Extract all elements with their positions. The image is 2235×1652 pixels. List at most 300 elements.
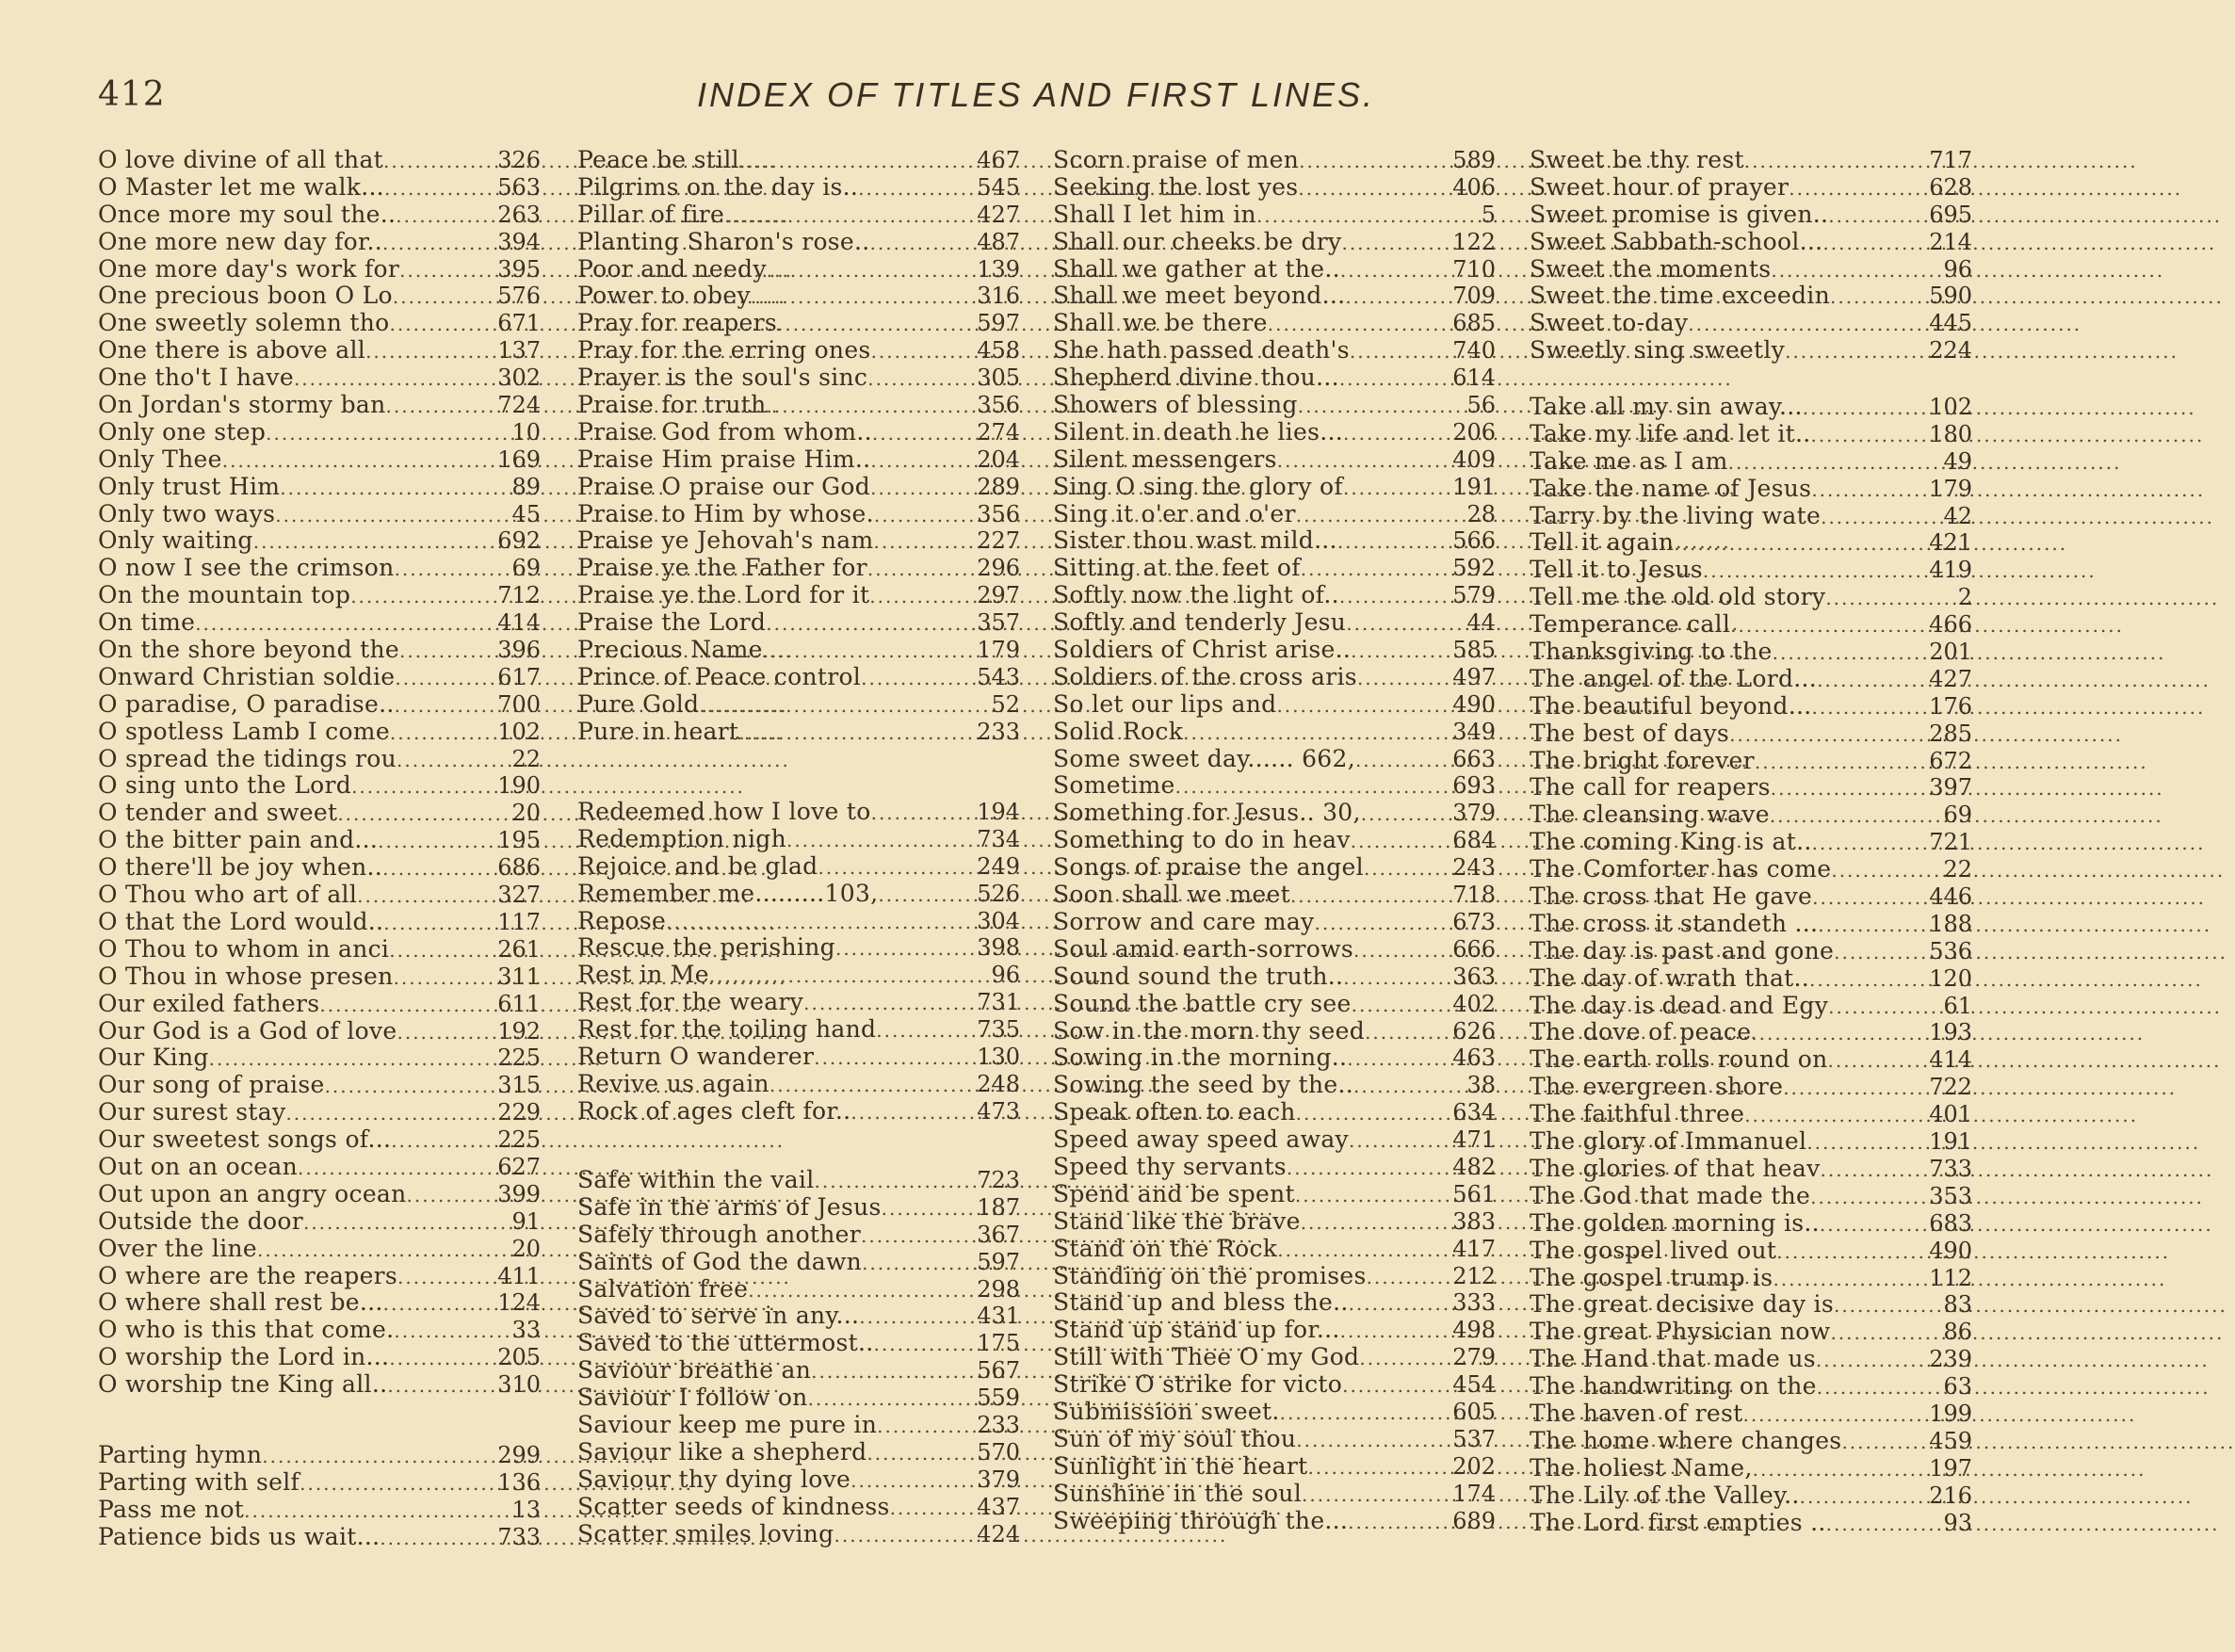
hymn-number: 717 — [1929, 147, 1972, 173]
index-entry — [1530, 1074, 1972, 1101]
index-entry — [1530, 639, 1972, 666]
index-entry — [98, 609, 541, 637]
entry-title: Stand up stand up for... — [1053, 1316, 1340, 1344]
entry-title: Praise ye the Lord for it — [577, 581, 870, 609]
hymn-number: 466 — [1929, 611, 1972, 639]
dot-leader — [1742, 1401, 1918, 1429]
hymn-number: 579 — [1452, 582, 1496, 609]
hymn-number: 590 — [1929, 283, 1972, 310]
dot-leader — [395, 692, 486, 720]
hymn-number: 498 — [1452, 1317, 1496, 1344]
dot-leader — [1349, 1127, 1441, 1155]
entry-title: Tarry by the living wate — [1530, 501, 1822, 529]
dot-leader — [253, 528, 486, 556]
entry-title: One sweetly solemn tho — [98, 309, 390, 337]
hymn-number: 473 — [977, 1097, 1020, 1125]
entry-title: Softly now the light of.. — [1053, 581, 1339, 609]
hymn-number: 383 — [1452, 1207, 1496, 1235]
dot-leader — [395, 665, 486, 692]
hymn-number: 179 — [1929, 475, 1972, 502]
hymn-number: 188 — [1929, 910, 1972, 937]
dot-leader — [357, 883, 486, 910]
dot-leader — [298, 1155, 486, 1182]
hymn-number: 482 — [1452, 1153, 1496, 1180]
entry-title: Take all my sin away... — [1530, 393, 1803, 420]
entry-title: Stand up and bless the.. — [1053, 1288, 1349, 1317]
entry-title: Tell it to Jesus — [1530, 556, 1703, 584]
hymn-number: 357 — [977, 609, 1020, 637]
index-entry — [1530, 448, 1972, 476]
index-entry — [98, 1317, 541, 1344]
index-entry — [1530, 1482, 1972, 1510]
entry-title: Take the name of Jesus — [1530, 474, 1812, 502]
index-entry — [577, 1521, 1020, 1548]
index-entry — [1530, 993, 1972, 1020]
index-section — [1530, 147, 1972, 364]
hymn-number: 20 — [511, 800, 541, 827]
index-section — [577, 799, 1020, 1126]
hymn-number: 61 — [1943, 992, 1972, 1019]
hymn-number: 567 — [977, 1357, 1020, 1385]
index-entry — [577, 283, 1020, 310]
dot-leader — [395, 556, 486, 583]
hymn-number: 734 — [977, 825, 1020, 852]
entry-title: O sing unto the Lord — [98, 771, 352, 800]
entry-title: Still with Thee O my God — [1053, 1343, 1360, 1371]
hymn-number: 379 — [977, 1466, 1020, 1493]
entry-title: Sing O sing the glory of — [1053, 472, 1343, 500]
hymn-number: 299 — [497, 1442, 541, 1468]
hymn-number: 566 — [1452, 527, 1496, 555]
hymn-number: 311 — [497, 963, 541, 990]
entry-title: Only two ways — [98, 499, 276, 527]
index-entry — [98, 474, 541, 501]
dot-leader — [1343, 964, 1441, 992]
index-entry — [1053, 1263, 1496, 1290]
entry-title: Sweet promise is given.. — [1530, 200, 1829, 228]
index-entry — [1053, 1181, 1496, 1208]
index-entry — [1053, 419, 1496, 446]
entry-title: One precious boon O Lo — [98, 282, 393, 310]
index-entry — [1530, 529, 1972, 557]
index-entry — [1530, 1265, 1972, 1292]
dot-leader — [1810, 1184, 1918, 1211]
dot-leader — [1810, 422, 1918, 449]
index-entry — [98, 746, 541, 773]
index-entry — [1530, 721, 1972, 748]
entry-title: Redemption nigh — [577, 824, 786, 852]
entry-title: Saved to the uttermost.. — [577, 1329, 874, 1357]
entry-title: Pass me not — [98, 1495, 245, 1523]
dot-leader — [766, 610, 965, 638]
index-entry — [1530, 911, 1972, 938]
entry-title: Sweet the moments — [1530, 254, 1772, 283]
hymn-number: 176 — [1929, 692, 1972, 720]
index-entry — [98, 1344, 541, 1371]
dot-leader — [1340, 1318, 1441, 1345]
entry-title: Pray for the erring ones — [577, 336, 871, 364]
entry-title: The haven of rest — [1530, 1399, 1743, 1427]
entry-title: O the bitter pain and... — [98, 826, 379, 854]
hymn-number: 102 — [497, 718, 541, 745]
entry-title: The cleansing wave — [1530, 801, 1770, 829]
dot-leader — [1812, 830, 1918, 857]
index-entry — [1053, 1154, 1496, 1181]
dot-leader — [396, 202, 486, 230]
index-entry — [1053, 691, 1496, 719]
entry-title: Temperance call — [1530, 610, 1731, 639]
entry-title: Rest for the toiling hand — [577, 1015, 877, 1044]
index-entry — [1530, 1373, 1972, 1401]
entry-title: Sunshine in the soul — [1053, 1479, 1303, 1507]
dot-leader — [815, 1168, 965, 1195]
dot-leader — [874, 1331, 966, 1358]
dot-leader — [867, 556, 965, 583]
entry-title: Sorrow and care may — [1053, 907, 1315, 935]
hymn-number: 617 — [497, 663, 541, 690]
entry-title: O Thou who art of all — [98, 881, 358, 909]
entry-title: Over the line — [98, 1234, 257, 1262]
index-entry — [1530, 1238, 1972, 1265]
index-entry — [1053, 1317, 1496, 1344]
entry-title: O who is this that come. — [98, 1316, 395, 1344]
index-entry — [98, 664, 541, 691]
dot-leader — [1183, 720, 1441, 747]
index-entry — [1530, 394, 1972, 421]
index-entry — [1053, 147, 1496, 174]
dot-leader — [1365, 1019, 1441, 1046]
entry-title: Scatter seeds of kindness — [577, 1492, 890, 1520]
hymn-number: 225 — [497, 1126, 541, 1154]
entry-title: Take my life and let it.. — [1530, 419, 1811, 447]
dot-leader — [257, 1237, 486, 1264]
dot-leader — [1352, 992, 1441, 1019]
hymn-number: 396 — [497, 637, 541, 664]
entry-title: Our surest stay — [98, 1098, 286, 1126]
entry-title: Sweet hour of prayer — [1530, 172, 1790, 201]
hymn-number: 537 — [1452, 1425, 1496, 1452]
dot-leader — [1730, 612, 1918, 640]
hymn-number: 263 — [497, 201, 541, 228]
index-entry — [98, 827, 541, 854]
index-entry — [1053, 664, 1496, 691]
index-entry — [577, 1276, 1020, 1304]
index-entry — [577, 1357, 1020, 1385]
index-entry — [1053, 283, 1496, 310]
index-entry — [98, 1469, 541, 1497]
index-entry — [577, 147, 1020, 174]
entry-title: Precious Name — [577, 636, 763, 664]
index-entry — [577, 1385, 1020, 1412]
dot-leader — [1340, 257, 1441, 284]
index-entry — [1053, 800, 1496, 827]
entry-title: Seeking the lost yes — [1053, 172, 1299, 201]
entry-title: The dove of peace — [1530, 1018, 1752, 1046]
hymn-number: 597 — [977, 1248, 1020, 1275]
dot-leader — [275, 502, 486, 529]
dot-leader — [1806, 1129, 1918, 1157]
hymn-number: 592 — [1452, 555, 1496, 582]
hymn-number: 5 — [1481, 201, 1496, 228]
index-entry — [98, 1208, 541, 1236]
entry-title: So let our lips and — [1053, 689, 1277, 718]
index-entry — [577, 202, 1020, 229]
dot-leader — [870, 230, 965, 257]
entry-title: The gospel lived out — [1530, 1236, 1777, 1264]
index-entry — [577, 1071, 1020, 1098]
entry-title: Showers of blessing — [1053, 391, 1298, 419]
entry-title: The faithful three — [1530, 1100, 1745, 1128]
index-entry — [1530, 584, 1972, 611]
entry-title: Prayer is the soul's sinc — [577, 364, 868, 392]
dot-leader — [1783, 1075, 1918, 1102]
index-entry — [1053, 882, 1496, 909]
entry-title: The day is past and gone — [1530, 936, 1835, 964]
entry-title: Sometime — [1053, 771, 1175, 800]
entry-title: Praise to Him by whose. — [577, 499, 874, 527]
index-entry — [1530, 883, 1972, 911]
dot-leader — [870, 475, 965, 502]
dot-leader — [666, 909, 965, 936]
hymn-number: 570 — [977, 1438, 1020, 1466]
entry-title: Saviour thy dying love — [577, 1465, 851, 1493]
dot-leader — [1703, 558, 1918, 585]
dot-leader — [1361, 801, 1441, 828]
index-entry — [1053, 474, 1496, 501]
hymn-number: 487 — [977, 228, 1020, 255]
index-entry — [1530, 802, 1972, 829]
entry-title: The cross that He gave — [1530, 883, 1813, 911]
entry-title: Solid Rock — [1053, 717, 1184, 745]
index-entry — [1530, 1346, 1972, 1373]
index-entry — [1530, 557, 1972, 584]
index-entry — [1053, 964, 1496, 991]
dot-leader — [818, 854, 965, 882]
dot-leader — [1751, 1020, 1918, 1047]
entry-title: One there is above all — [98, 336, 366, 364]
entry-title: Speak often to each — [1053, 1098, 1296, 1126]
index-entry — [1053, 746, 1496, 773]
entry-title: Our King — [98, 1044, 209, 1072]
dot-leader — [1299, 148, 1441, 175]
hymn-number: 398 — [977, 934, 1020, 962]
entry-title: Songs of praise the angel — [1053, 853, 1364, 882]
hymn-number: 28 — [1466, 500, 1496, 527]
dot-leader — [748, 1277, 965, 1304]
index-entry — [577, 609, 1020, 637]
entry-title: Praise Him praise Him.. — [577, 445, 871, 473]
entry-title: Poor and needy — [577, 254, 767, 283]
entry-title: Rest in Me — [577, 961, 709, 989]
dot-leader — [397, 1019, 486, 1046]
index-entry — [98, 582, 541, 609]
entry-title: The evergreen shore — [1530, 1073, 1784, 1101]
dot-leader — [1755, 749, 1918, 776]
hymn-number: 445 — [1929, 310, 1972, 337]
hymn-number: 454 — [1452, 1371, 1496, 1399]
hymn-number: 414 — [497, 609, 541, 637]
hymn-number: 63 — [1943, 1373, 1972, 1401]
dot-leader — [391, 1127, 486, 1155]
index-entry — [577, 826, 1020, 853]
hymn-number: 136 — [497, 1468, 541, 1496]
index-entry — [98, 1154, 541, 1181]
hymn-number: 543 — [977, 663, 1020, 690]
dot-leader — [1728, 449, 1918, 477]
index-entry — [1053, 527, 1496, 555]
dot-leader — [1298, 393, 1441, 420]
index-entry — [1530, 503, 1972, 530]
dot-leader — [1175, 773, 1441, 801]
dot-leader — [195, 610, 486, 638]
index-entry — [98, 1236, 541, 1263]
hymn-number: 239 — [1929, 1346, 1972, 1373]
entry-title: O where shall rest be... — [98, 1288, 383, 1317]
index-entry — [577, 474, 1020, 501]
entry-title: Saints of God the dawn — [577, 1247, 863, 1275]
index-entry — [98, 1099, 541, 1126]
dot-leader — [399, 257, 486, 284]
index-entry — [577, 1494, 1020, 1521]
hymn-number: 315 — [497, 1072, 541, 1099]
hymn-number: 379 — [1452, 800, 1496, 827]
index-entry — [1053, 719, 1496, 746]
hymn-number: 672 — [1929, 747, 1972, 774]
index-entry — [577, 1167, 1020, 1194]
dot-leader — [397, 747, 486, 774]
dot-leader — [1811, 477, 1918, 504]
hymn-number: 289 — [977, 473, 1020, 500]
dot-leader — [266, 420, 486, 447]
entry-title: Speed thy servants — [1053, 1152, 1287, 1180]
dot-leader — [222, 447, 486, 475]
index-entry — [1053, 854, 1496, 882]
dot-leader — [1820, 1211, 1918, 1239]
index-entry — [577, 853, 1020, 881]
index-entry — [1053, 1126, 1496, 1154]
dot-leader — [1337, 528, 1441, 556]
entry-title: The best of days — [1530, 719, 1730, 747]
hymn-number: 411 — [497, 1262, 541, 1289]
hymn-number: 216 — [1929, 1482, 1972, 1509]
dot-leader — [1821, 1157, 1918, 1184]
dot-leader — [1753, 1456, 1918, 1483]
index-entry — [98, 909, 541, 936]
hymn-number: 545 — [977, 173, 1020, 201]
hymn-number: 175 — [977, 1330, 1020, 1357]
dot-leader — [882, 1195, 965, 1223]
hymn-number: 112 — [1929, 1264, 1972, 1291]
entry-title: Sing it o'er and o'er — [1053, 499, 1296, 527]
hymn-number: 298 — [977, 1275, 1020, 1303]
dot-leader — [861, 665, 965, 692]
index-entry — [98, 1181, 541, 1208]
index-section — [98, 1442, 541, 1551]
dot-leader — [209, 1045, 486, 1073]
hymn-number: 605 — [1452, 1398, 1496, 1425]
hymn-number: 576 — [497, 283, 541, 310]
index-entry — [577, 1466, 1020, 1494]
index-entry — [98, 1045, 541, 1072]
hymn-number: 718 — [1452, 882, 1496, 909]
index-entry — [577, 310, 1020, 337]
index-entry — [1530, 1401, 1972, 1428]
index-section — [577, 147, 1020, 746]
entry-title: Sweet to-day — [1530, 309, 1689, 337]
hymn-number: 536 — [1929, 937, 1972, 964]
hymn-number: 721 — [1929, 829, 1972, 856]
entry-title: Planting Sharon's rose.. — [577, 227, 870, 255]
dot-leader — [872, 420, 965, 447]
hymn-number: 683 — [1929, 1209, 1972, 1237]
dot-leader — [1816, 1347, 1918, 1374]
dot-leader — [1830, 1320, 1918, 1347]
entry-title: The call for reapers — [1530, 773, 1771, 802]
index-entry — [577, 419, 1020, 446]
dot-leader — [1828, 202, 1918, 230]
dot-leader — [1353, 937, 1441, 964]
hymn-number: 192 — [497, 1017, 541, 1045]
index-entry — [1530, 202, 1972, 229]
hymn-number: 722 — [1929, 1074, 1972, 1101]
entry-title: Stand like the brave — [1053, 1207, 1301, 1235]
entry-title: Parting hymn — [98, 1441, 263, 1468]
hymn-number: 710 — [1452, 255, 1496, 283]
index-entry — [1053, 1018, 1496, 1045]
dot-leader — [1674, 530, 1918, 558]
hymn-number: 686 — [497, 854, 541, 882]
entry-title: Soldiers of the cross aris — [1053, 662, 1357, 690]
index-entry — [577, 1412, 1020, 1439]
dot-leader — [1812, 884, 1918, 912]
index-entry — [1530, 693, 1972, 721]
hymn-number: 274 — [977, 418, 1020, 445]
index-entry — [1530, 1319, 1972, 1346]
entry-title: Pure Gold — [577, 689, 700, 718]
dot-leader — [1817, 1374, 1918, 1401]
dot-leader — [1343, 420, 1441, 447]
index-entry — [1530, 421, 1972, 448]
entry-title: Tell it again — [1530, 528, 1675, 557]
dot-leader — [1351, 828, 1441, 855]
entry-title: The glories of that heav — [1530, 1154, 1821, 1182]
dot-leader — [394, 964, 486, 992]
index-entry — [577, 174, 1020, 202]
dot-leader — [738, 720, 965, 747]
dot-leader — [1841, 1429, 1918, 1456]
index-entry — [1053, 1371, 1496, 1399]
index-entry — [1530, 748, 1972, 775]
hymn-number: 419 — [1929, 557, 1972, 584]
hymn-number: 353 — [1929, 1182, 1972, 1209]
dot-leader — [337, 801, 486, 828]
entry-title: Sowing in the morning.. — [1053, 1044, 1348, 1072]
hymn-number: 225 — [497, 1045, 541, 1072]
index-entry — [1053, 1508, 1496, 1535]
entry-title: One more new day for.. — [98, 227, 383, 255]
hymn-number: 249 — [977, 852, 1020, 880]
hymn-number: 395 — [497, 255, 541, 283]
entry-title: Standing on the promises — [1053, 1261, 1367, 1289]
entry-title: Rescue the perishing — [577, 933, 835, 962]
index-entry — [1053, 1208, 1496, 1236]
hymn-number: 684 — [1452, 827, 1496, 854]
entry-title: Spend and be spent — [1053, 1179, 1295, 1207]
entry-title: Only Thee — [98, 445, 222, 473]
entry-title: Shall we meet beyond... — [1053, 282, 1346, 310]
hymn-number: 56 — [1466, 392, 1496, 419]
index-entry — [1053, 609, 1496, 637]
